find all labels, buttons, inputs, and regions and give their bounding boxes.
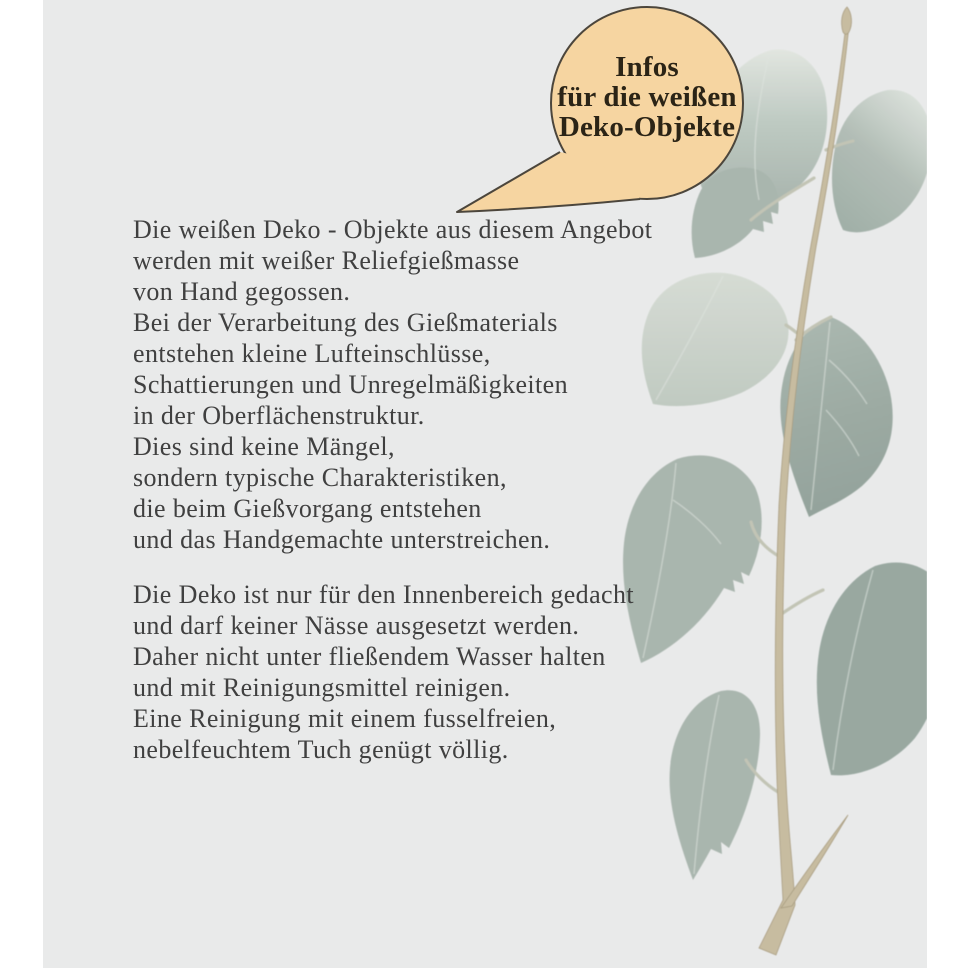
- branch-bud: [842, 7, 852, 34]
- text-line: und das Handgemachte unterstreichen.: [133, 525, 551, 554]
- text-line: in der Oberflächenstruktur.: [133, 401, 425, 430]
- paragraph-care-info: [133, 579, 753, 765]
- text-line: Eine Reinigung mit einem fusselfreien,: [133, 704, 557, 733]
- text-line: nebelfeuchtem Tuch genügt völlig.: [133, 735, 509, 764]
- text-line: und mit Reinigungsmittel reinigen.: [133, 673, 511, 702]
- bubble-line-2: für die weißen: [557, 81, 737, 113]
- text-line: Die weißen Deko - Objekte aus diesem Angebot: [133, 215, 653, 244]
- speech-bubble-text: [551, 52, 743, 142]
- bubble-line-1: Infos: [615, 51, 679, 83]
- text-line: sondern typische Charakteristiken,: [133, 463, 507, 492]
- text-line: Dies sind keine Mängel,: [133, 432, 395, 461]
- leaf-petiole: [780, 590, 823, 615]
- text-line: von Hand gegossen.: [133, 277, 351, 306]
- text-line: und darf keiner Nässe ausgesetzt werden.: [133, 611, 580, 640]
- text-line: entstehen kleine Lufteinschlüsse,: [133, 339, 491, 368]
- text-line: Daher nicht unter fließendem Wasser halten: [133, 642, 606, 671]
- text-line: die beim Gießvorgang entstehen: [133, 494, 482, 523]
- leaf-top-right: [832, 90, 927, 232]
- text-line: Schattierungen und Unregelmäßigkeiten: [133, 370, 569, 399]
- leaf-lower-right: [817, 562, 927, 775]
- text-line: Die Deko ist nur für den Innenbereich gedacht: [133, 580, 634, 609]
- bubble-line-3: Deko-Objekte: [558, 111, 736, 143]
- paragraph-casting-info: [133, 214, 753, 555]
- info-card: [43, 0, 927, 968]
- text-line: werden mit weißer Reliefgießmasse: [133, 246, 520, 275]
- product-info-text: [133, 214, 753, 765]
- text-line: Bei der Verarbeitung des Gießmaterials: [133, 308, 558, 337]
